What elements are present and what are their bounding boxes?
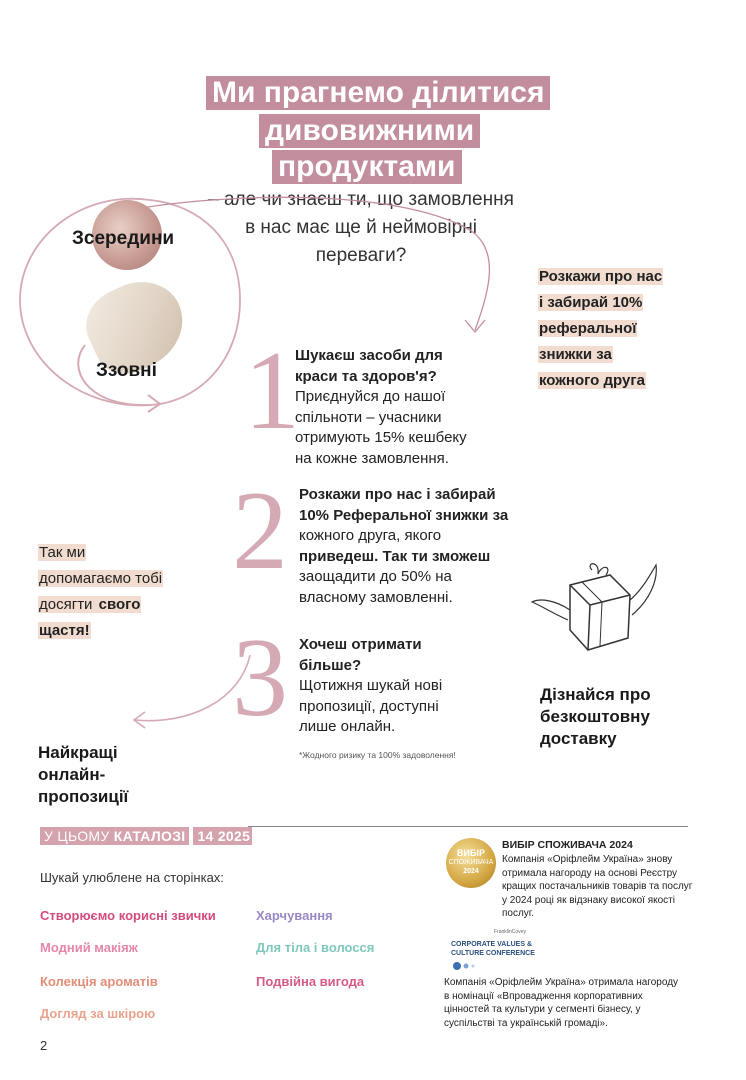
step-1-text: Шукаєш засоби для краси та здоров'я? Приєднуйся до нашої спільноти – учасники отримують 15% кешбеку на кожне замовлення. <box>295 347 467 467</box>
category-link[interactable]: Харчування <box>256 908 333 923</box>
catalog-intro: Шукай улюблене на сторінках: <box>40 870 224 885</box>
award-badge: ВИБІР СПОЖИВАЧА 2024 <box>446 838 496 888</box>
best-online-offers: Найкращі онлайн- пропозиції <box>38 743 129 806</box>
inside-label: Зсередини <box>72 228 175 249</box>
flying-gift-icon <box>530 560 660 660</box>
dots-decoration-icon <box>451 960 481 972</box>
hero-subtitle: – але чи знаєш ти, що замовлення в нас має ще й неймовірні переваги? <box>208 189 514 266</box>
catalog-header: У ЦЬОМУ КАТАЛОЗІ 14 2025 <box>40 827 252 845</box>
step-1-numeral: 1 <box>244 329 300 453</box>
category-link[interactable]: Догляд за шкірою <box>40 1006 156 1021</box>
category-link[interactable]: Створюємо корисні звички <box>40 908 216 923</box>
corporate-values-text: Компанія «Оріфлейм Україна» отримала нагороду в номінації «Впровадження корпоративних цінностей та культури у сегменті бізнесу, у суспільстві та українській громаді». <box>444 977 679 1029</box>
page-number: 2 <box>40 1038 48 1053</box>
hero-title-line-1: Ми прагнемо ділитися <box>206 76 550 110</box>
corporate-values-logo: CORPORATE VALUES & CULTURE CONFERENCE <box>451 941 535 957</box>
franklincovey-logo: FranklinCovey <box>494 929 526 935</box>
hero-title-line-3: продуктами <box>272 150 462 184</box>
guarantee-footnote: *Жодного ризику та 100% задоволення! <box>299 750 456 760</box>
category-link[interactable]: Подвійна вигода <box>256 974 365 989</box>
step-2-numeral: 2 <box>232 469 288 593</box>
award-title: ВИБІР СПОЖИВАЧА 2024 <box>502 839 633 851</box>
category-link[interactable]: Для тіла і волосся <box>256 940 375 955</box>
referral-note: Розкажи про нас і забирай 10% реферальної знижки за кожного друга <box>539 268 663 389</box>
award-text: Компанія «Оріфлейм Україна» знову отримала нагороду на основі Реєстру кращих постачальників товарів та послуг у 2024 році як відзнаку високої якості послуг. <box>502 854 693 919</box>
category-link[interactable]: Колекція ароматів <box>40 974 158 989</box>
outside-label: Ззовні <box>96 360 157 381</box>
curved-arrow-icon <box>120 650 260 740</box>
section-divider <box>248 826 688 827</box>
hero-title-line-2: дивовижними <box>259 114 480 148</box>
free-delivery: Дізнайся про безкоштовну доставку <box>540 685 651 748</box>
step-2-text: Розкажи про нас і забирай 10% Реферальної знижки за кожного друга, якого приведеш. Так ти зможеш заощадити до 50% на власному замовленні. <box>299 486 509 606</box>
happiness-note: Так ми допомагаємо тобі досягти свого щастя! <box>39 544 163 639</box>
category-link[interactable]: Модний макіяж <box>40 940 138 955</box>
step-3-numeral: 3 <box>232 616 288 740</box>
step-3-text: Хочеш отримати більше? Щотижня шукай нові пропозиції, доступні лише онлайн. <box>299 636 443 735</box>
